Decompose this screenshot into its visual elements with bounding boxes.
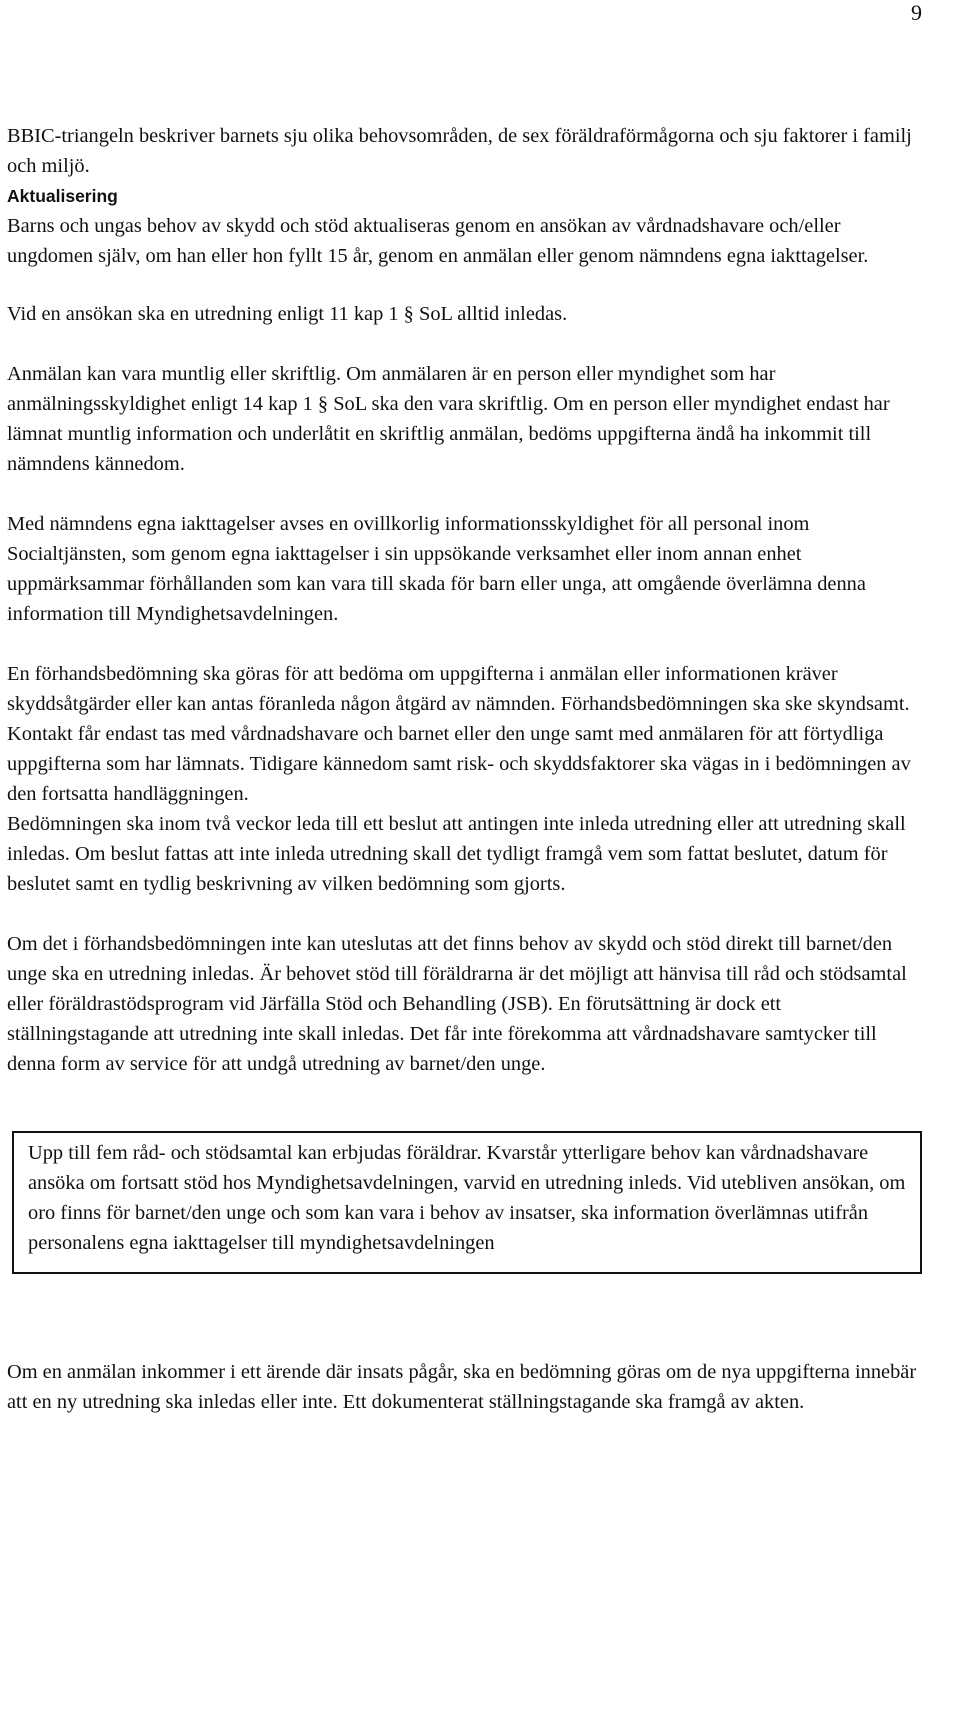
paragraph-anmalan: Anmälan kan vara muntlig eller skriftlig. Om anmälaren är en person eller myndighet som har anmälningsskyldighet enligt 14 kap 1 § SoL ska den vara skriftlig. Om en person eller myndighet endast har lämnat muntlig information och underlåtit en skriftlig anmälan, bedöms uppgifterna ändå ha inkommit till nämndens kännedom. [7,363,890,475]
paragraph-bedomning: Bedömningen ska inom två veckor leda till ett beslut att antingen inte inleda utredning eller att utredning skall inledas. Om beslut fattas att inte inleda utredning skall det tydligt framgå vem som fattat beslutet, datum för beslutet samt en tydlig beskrivning av vilken bedömning som gjorts. [7,813,906,895]
paragraph-pagaende-insats: Om en anmälan inkommer i ett ärende där insats pågår, ska en bedömning göras om de nya uppgifterna innebär att en ny utredning ska inledas eller inte. Ett dokumenterat ställningstagande ska framgå av akten. [7,1361,917,1413]
document-body [7,121,919,1417]
section-heading-aktualisering: Aktualisering [7,186,118,206]
info-box [12,1131,922,1274]
paragraph-aktualisering: Barns och ungas behov av skydd och stöd aktualiseras genom en ansökan av vårdnadshavare och/eller ungdomen själv, om han eller hon fyllt 15 år, genom en anmälan eller genom nämndens egna iakttagelser. [7,215,869,267]
intro-paragraph: BBIC-triangeln beskriver barnets sju olika behovsområden, de sex föräldraförmågorna och sju faktorer i familj och miljö. [7,125,912,177]
paragraph-utredning: Om det i förhandsbedömningen inte kan uteslutas att det finns behov av skydd och stöd direkt till barnet/den unge ska en utredning inledas. Är behovet stöd till föräldrarna är det möjligt att hänvisa till råd och stödsamtal eller föräldrastödsprogram vid Järfälla Stöd och Behandling (JSB). En förutsättning är dock ett ställningstagande att utredning inte skall inledas. Det får inte förekomma att vårdnadshavare samtycker till denna form av service för att undgå utredning av barnet/den unge. [7,933,907,1075]
info-box-text: Upp till fem råd- och stödsamtal kan erbjudas föräldrar. Kvarstår ytterligare behov kan vårdnadshavare ansöka om fortsatt stöd hos Myndighetsavdelningen, varvid en utredning inleds. Vid utebliven ansökan, om oro finns för barnet/den unge och som kan vara i behov av insatser, ska information överlämnas utifrån personalens egna iakttagelser till myndighetsavdelningen [28,1142,906,1254]
page-number: 9 [911,0,922,25]
paragraph-ansokan: Vid en ansökan ska en utredning enligt 11 kap 1 § SoL alltid inledas. [7,303,568,325]
paragraph-egna-iakttagelser: Med nämndens egna iakttagelser avses en ovillkorlig informationsskyldighet för all personal inom Socialtjänsten, som genom egna iakttagelser i sin uppsökande verksamhet eller inom annan enhet uppmärksammar förhållanden som kan vara till skada för barn eller unga, att omgående överlämna denna information till Myndighetsavdelningen. [7,513,866,625]
paragraph-forhandsbedomning: En förhandsbedömning ska göras för att bedöma om uppgifterna i anmälan eller informationen kräver skyddsåtgärder eller kan antas föranleda någon åtgärd av nämnden. Förhandsbedömningen ska ske skyndsamt. Kontakt får endast tas med vårdnadshavare och barnet eller den unge samt med anmälaren för att förtydliga uppgifterna som har lämnats. Tidigare kännedom samt risk- och skyddsfaktorer ska vägas in i bedömningen av den fortsatta handläggningen. [7,663,911,805]
